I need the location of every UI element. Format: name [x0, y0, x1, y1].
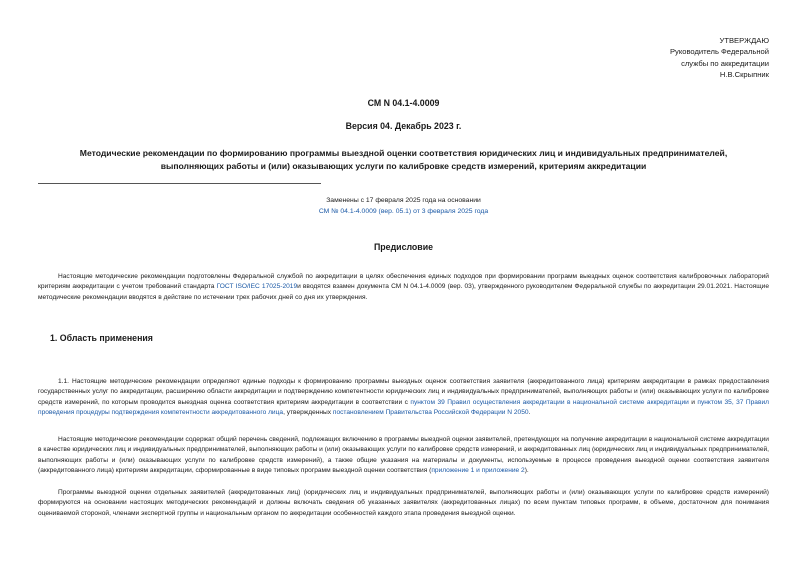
- preface-paragraph: [38, 272, 769, 303]
- section-paragraph-2: [38, 435, 769, 477]
- rules-confirmation-link[interactable]: пунктом 35, 37 Правил проведения процедуры подтверждения компетентности аккредитованного лица: [38, 398, 769, 417]
- replacement-link[interactable]: СМ № 04.1-4.0009 (вер. 05.1) от 3 февраля 2025 года: [318, 207, 489, 215]
- approval-heading: УТВЕРЖДАЮ: [719, 36, 769, 45]
- section-paragraph-3: Программы выездной оценки отдельных заявителей (аккредитованных лиц) (юридических лиц и индивидуальных предпринимателей, выполняющих работы и (или) оказывающих услуги по калибровке средств измерений) формируются на основании настоящих методических рекомендаций и должны включать сведения об указанных заявителях (аккредитованных лицах) по всем пунктам типовых программ, в объеме, достаточном для понимания оцениваемой стороной, членами экспертной группы и национальным органом по аккредитации особенностей каждого этапа проведения выездной оценки.: [38, 489, 769, 517]
- replacement-notice: [38, 196, 769, 217]
- replacement-text: Заменены с 17 февраля 2025 года на основании: [326, 197, 481, 204]
- paragraph-text: Настоящие методические рекомендации содержат общий перечень сведений, подлежащих включению в программы выездной оценки заявителей, претендующих на получение аккредитации в национальной системе аккредитации в качестве юридических лиц и индивидуальных предпринимателей, выполняющих работы и (или) оказывающих услуги по калибровке средств измерений, и аккредитованных лиц (юридических лиц и индивидуальных предпринимателей, выполняющих работы и (или) оказывающих услуги по калибровке средств измерений), а также общие указания на материалы и документы, используемые в процессе проведения выездной оценки соответствия заявителя (аккредитованного лица) критериям аккредитации, сформированные в виде типовых программ выездной оценки соответствия (: [38, 436, 769, 475]
- approval-position-line1: Руководитель Федеральной: [669, 47, 769, 57]
- approval-signatory: Н.В.Скрыпник: [719, 70, 769, 80]
- paragraph-text: и: [688, 398, 698, 406]
- preface-text-a: Настоящие методические рекомендации подготовлены Федеральной службой по аккредитации в целях обеспечения единых подходов при формировании программ выездных оценок соответствия калибровочных лабораторий критериям аккредитации с учетом требований стандарта: [38, 273, 769, 291]
- document-version: Версия 04. Декабрь 2023 г.: [345, 121, 462, 131]
- paragraph-text: 1.1. Настоящие методические рекомендации определяют единые подходы к формированию программы выездных оценок соответствия заявителя (аккредитованного лица) критериям аккредитации в рамках предоставления государственных услуг по аккредитации, расширению области аккредитации и подтверждению компетентности юридических лиц и индивидуальных предпринимателей, выполняющих работы и (или) оказывающих услуги по калибровке средств измерений, по которым проводится выездная оценка соответствия критериям аккредитации в соответствии с: [38, 378, 769, 406]
- paragraph-text: , утвержденных: [283, 409, 333, 417]
- paragraph-text: ).: [524, 467, 529, 475]
- government-decree-link[interactable]: постановлением Правительства Российской Федерации N 2050: [332, 409, 529, 417]
- document-code: СМ N 04.1-4.0009: [367, 98, 440, 108]
- appendix-link[interactable]: приложение 1 и приложение 2: [431, 467, 525, 475]
- preface-heading: Предисловие: [373, 242, 434, 252]
- document-title: Методические рекомендации по формированию программы выездной оценки соответствия юридических лиц и индивидуальных предпринимателей, выполняющих работы и (или) оказывающих услуги по калибровке средств измерений, критериям аккредитации: [79, 148, 728, 171]
- section-paragraph-1-1: [38, 377, 769, 419]
- gost-link[interactable]: ГОСТ ISO/IEC 17025-2019: [216, 283, 298, 291]
- approval-position-line2: службы по аккредитации: [681, 58, 769, 68]
- section-heading: 1. Область применения: [50, 333, 153, 343]
- preface-text-b: и вводятся взамен документа СМ N 04.1-4.0009 (вер. 03), утвержденного руководителем Федеральной службы по аккредитации 29.01.2021. Настоящие методические рекомендации вводятся в действие по истечении трех рабочих дней со дня их утверждения.: [38, 283, 769, 301]
- approval-block: [670, 35, 769, 81]
- horizontal-divider: [38, 183, 321, 184]
- paragraph-text: .: [528, 409, 531, 417]
- rules-accreditation-link[interactable]: пунктом 39 Правил осуществления аккредитации в национальной системе аккредитации: [410, 398, 689, 406]
